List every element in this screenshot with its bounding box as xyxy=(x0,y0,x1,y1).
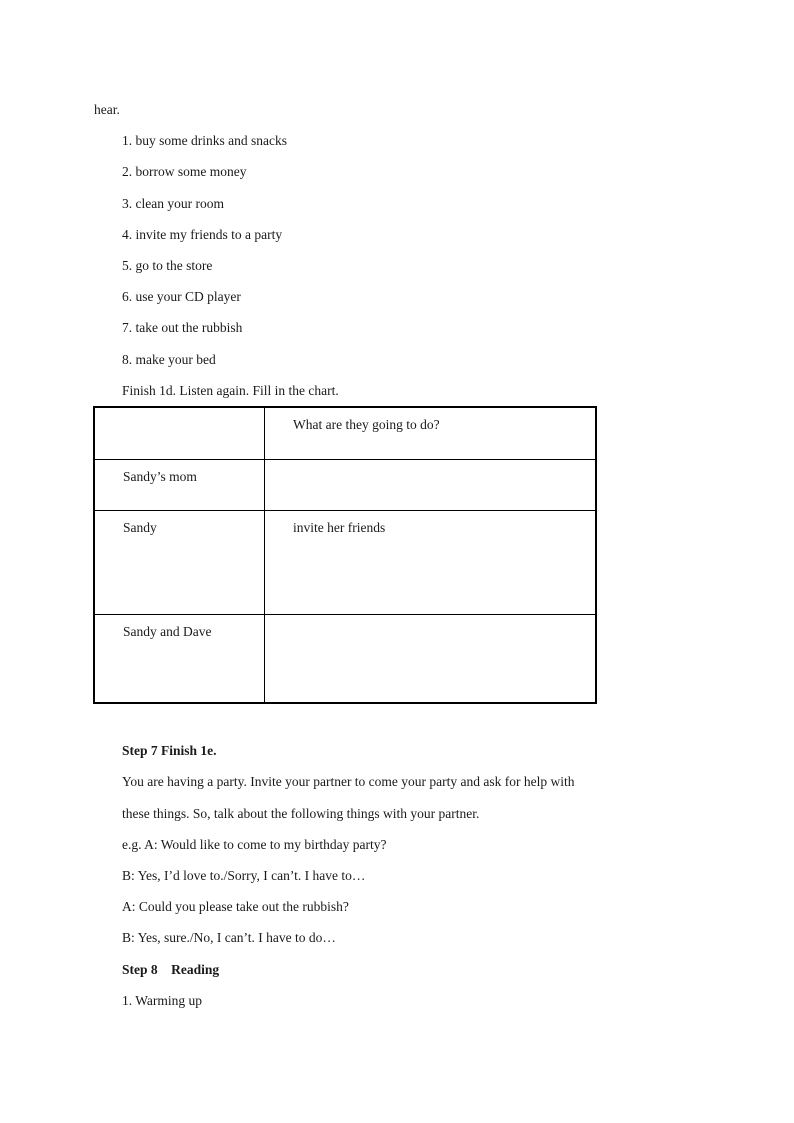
row-person-label: Sandy xyxy=(123,519,157,535)
header-question-cell: What are they going to do? xyxy=(293,417,440,432)
step7-paragraph-line: these things. So, talk about the following things with your partner. xyxy=(122,806,480,821)
step8-heading: Step 8 Reading xyxy=(122,962,220,977)
table-row xyxy=(95,408,595,459)
list-item: 2. borrow some money xyxy=(122,164,247,179)
dialogue-line: e.g. A: Would like to come to my birthday party? xyxy=(122,837,387,852)
intro-tail-text: hear. xyxy=(94,102,120,117)
table-cell xyxy=(265,614,596,702)
step7-heading: Step 7 Finish 1e. xyxy=(122,743,217,758)
list-item: 7. take out the rubbish xyxy=(122,320,243,335)
table-row xyxy=(95,510,595,614)
table-cell xyxy=(265,408,596,459)
list-item: 5. go to the store xyxy=(122,258,213,273)
table-row xyxy=(95,459,595,510)
list-item: 1. buy some drinks and snacks xyxy=(122,133,287,148)
row-person-label: Sandy’s mom xyxy=(123,468,197,484)
list-item: 6. use your CD player xyxy=(122,289,241,304)
dialogue-line: B: Yes, I’d love to./Sorry, I can’t. I have to… xyxy=(122,868,366,883)
finish-1d-instruction: Finish 1d. Listen again. Fill in the chart. xyxy=(122,383,339,398)
table-cell xyxy=(95,510,265,614)
step7-paragraph-line: You are having a party. Invite your partner to come your party and ask for help with xyxy=(122,774,575,789)
table-cell xyxy=(265,459,596,510)
table-cell xyxy=(265,510,596,614)
table-cell xyxy=(95,459,265,510)
step8-item: 1. Warming up xyxy=(122,993,203,1008)
list-item: 4. invite my friends to a party xyxy=(122,227,283,242)
dialogue-line: B: Yes, sure./No, I can’t. I have to do… xyxy=(122,930,336,945)
row-person-label: Sandy and Dave xyxy=(123,623,212,639)
fill-in-chart xyxy=(93,406,597,704)
table-cell xyxy=(95,614,265,702)
row-answer-cell: invite her friends xyxy=(293,519,386,535)
table-cell xyxy=(95,408,265,459)
list-item: 8. make your bed xyxy=(122,352,216,367)
chart-table xyxy=(95,408,595,702)
list-item: 3. clean your room xyxy=(122,196,224,211)
dialogue-line: A: Could you please take out the rubbish? xyxy=(122,899,349,914)
table-row xyxy=(95,614,595,702)
